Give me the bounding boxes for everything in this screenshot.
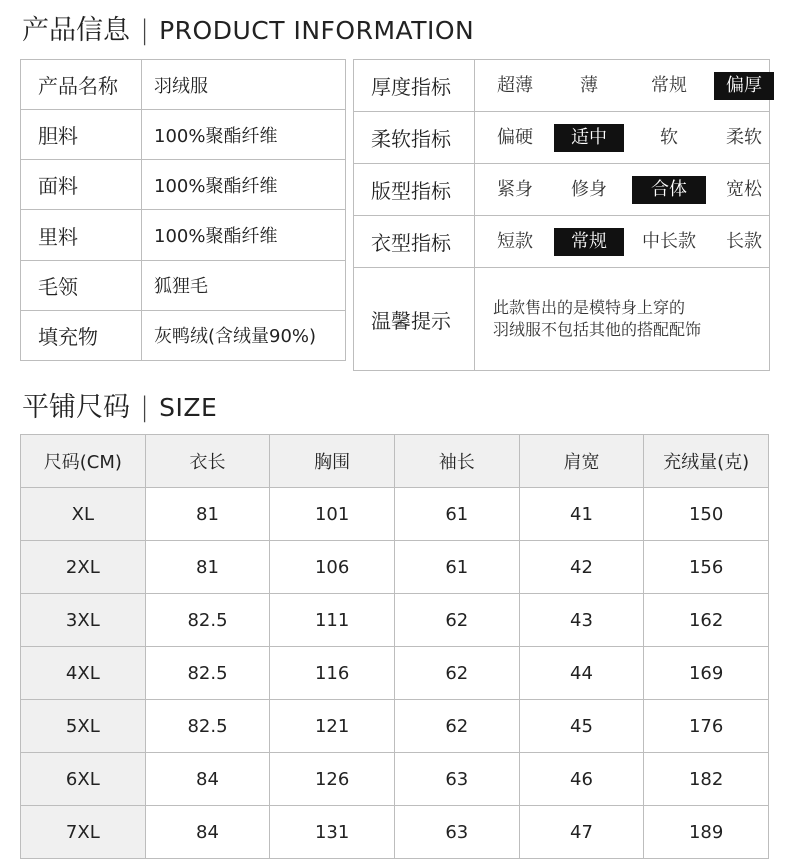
info-row [21, 110, 346, 160]
size-table-header-row [21, 435, 769, 488]
size-value-cell: 47 [519, 806, 644, 859]
size-label-cell: 5XL [21, 700, 146, 753]
size-value-cell: 82.5 [145, 594, 270, 647]
index-option: 薄 [580, 74, 598, 96]
size-label-cell: 3XL [21, 594, 146, 647]
size-value-cell: 84 [145, 753, 270, 806]
product-info-title [22, 15, 474, 47]
info-value: 狐狸毛 [142, 260, 346, 310]
index-options [475, 164, 770, 216]
index-option: 长款 [726, 230, 762, 252]
tip-text [475, 268, 770, 371]
size-value-cell: 62 [394, 647, 519, 700]
size-value-cell: 46 [519, 753, 644, 806]
size-value-cell: 61 [394, 488, 519, 541]
index-label: 厚度指标 [354, 60, 475, 112]
size-value-cell: 162 [644, 594, 769, 647]
size-value-cell: 44 [519, 647, 644, 700]
index-option: 紧身 [497, 178, 533, 200]
info-value: 100%聚酯纤维 [142, 160, 346, 210]
product-info-title-cn: 产品信息 [22, 15, 130, 46]
index-option-selected: 适中 [554, 124, 624, 152]
size-value-cell: 63 [394, 806, 519, 859]
index-option: 宽松 [726, 178, 762, 200]
size-value-cell: 62 [394, 594, 519, 647]
info-value: 100%聚酯纤维 [142, 110, 346, 160]
size-column-header: 肩宽 [519, 435, 644, 488]
size-title [22, 392, 217, 424]
size-value-cell: 45 [519, 700, 644, 753]
index-row [354, 216, 770, 268]
index-option: 柔软 [726, 126, 762, 148]
index-option-selected: 常规 [554, 228, 624, 256]
size-row [21, 541, 769, 594]
size-value-cell: 63 [394, 753, 519, 806]
title-separator: | [140, 15, 150, 46]
size-row [21, 594, 769, 647]
info-value: 羽绒服 [142, 60, 346, 110]
index-option-selected: 合体 [632, 176, 706, 204]
size-value-cell: 84 [145, 806, 270, 859]
size-table [20, 434, 769, 859]
size-value-cell: 101 [270, 488, 395, 541]
index-options [475, 216, 770, 268]
size-value-cell: 131 [270, 806, 395, 859]
size-value-cell: 82.5 [145, 647, 270, 700]
size-column-header: 尺码(CM) [21, 435, 146, 488]
size-value-cell: 111 [270, 594, 395, 647]
info-row [21, 210, 346, 260]
size-value-cell: 106 [270, 541, 395, 594]
index-options [475, 112, 770, 164]
tip-line: 此款售出的是模特身上穿的 [493, 298, 686, 317]
index-options [475, 60, 770, 112]
info-label: 里料 [21, 210, 142, 260]
size-title-cn: 平铺尺码 [22, 392, 130, 423]
size-value-cell: 61 [394, 541, 519, 594]
info-row [21, 310, 346, 360]
size-value-cell: 182 [644, 753, 769, 806]
size-row [21, 806, 769, 859]
size-row [21, 647, 769, 700]
tip-line: 羽绒服不包括其他的搭配配饰 [493, 320, 702, 339]
index-label: 衣型指标 [354, 216, 475, 268]
size-value-cell: 156 [644, 541, 769, 594]
info-row [21, 60, 346, 110]
size-label-cell: 2XL [21, 541, 146, 594]
size-value-cell: 81 [145, 488, 270, 541]
index-row [354, 164, 770, 216]
info-label: 毛领 [21, 260, 142, 310]
info-row [21, 260, 346, 310]
info-row [21, 160, 346, 210]
index-option: 超薄 [497, 74, 533, 96]
size-value-cell: 42 [519, 541, 644, 594]
index-option: 中长款 [642, 230, 696, 252]
size-value-cell: 121 [270, 700, 395, 753]
index-option-selected: 偏厚 [714, 72, 774, 100]
product-index-table [353, 59, 770, 371]
size-value-cell: 81 [145, 541, 270, 594]
size-column-header: 胸围 [270, 435, 395, 488]
size-row [21, 488, 769, 541]
info-value: 100%聚酯纤维 [142, 210, 346, 260]
size-column-header: 充绒量(克) [644, 435, 769, 488]
index-label: 版型指标 [354, 164, 475, 216]
index-row [354, 112, 770, 164]
size-label-cell: 7XL [21, 806, 146, 859]
index-option: 修身 [571, 178, 607, 200]
product-info-title-en: PRODUCT INFORMATION [159, 16, 475, 45]
info-label: 填充物 [21, 310, 142, 360]
size-value-cell: 126 [270, 753, 395, 806]
size-value-cell: 41 [519, 488, 644, 541]
size-value-cell: 43 [519, 594, 644, 647]
size-value-cell: 189 [644, 806, 769, 859]
size-label-cell: XL [21, 488, 146, 541]
index-label: 柔软指标 [354, 112, 475, 164]
size-value-cell: 150 [644, 488, 769, 541]
info-label: 面料 [21, 160, 142, 210]
info-label: 产品名称 [21, 60, 142, 110]
index-option: 短款 [497, 230, 533, 252]
index-option: 常规 [651, 74, 687, 96]
tip-row [354, 268, 770, 371]
info-value: 灰鸭绒(含绒量90%) [142, 310, 346, 360]
size-column-header: 衣长 [145, 435, 270, 488]
size-value-cell: 176 [644, 700, 769, 753]
tip-label: 温馨提示 [354, 268, 475, 371]
title-separator: | [140, 392, 150, 423]
size-value-cell: 62 [394, 700, 519, 753]
size-value-cell: 82.5 [145, 700, 270, 753]
size-row [21, 700, 769, 753]
product-info-table [20, 59, 346, 361]
index-option: 偏硬 [497, 126, 533, 148]
index-option: 软 [660, 126, 678, 148]
size-label-cell: 6XL [21, 753, 146, 806]
info-label: 胆料 [21, 110, 142, 160]
size-row [21, 753, 769, 806]
index-row [354, 60, 770, 112]
size-column-header: 袖长 [394, 435, 519, 488]
size-value-cell: 169 [644, 647, 769, 700]
size-value-cell: 116 [270, 647, 395, 700]
size-title-en: SIZE [159, 393, 218, 422]
size-label-cell: 4XL [21, 647, 146, 700]
